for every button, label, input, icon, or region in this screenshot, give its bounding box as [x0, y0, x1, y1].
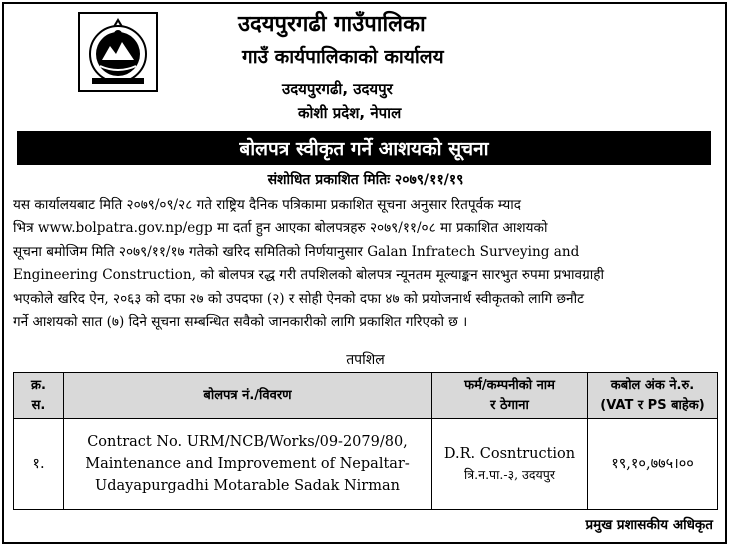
cell-firm: D.R. Cosntruction त्रि.न.पा.-३, उदयपुर	[432, 419, 588, 510]
notice-body-line: यस कार्यालयबाट मिति २०७९/०९/२८ गते राष्ट्रिय दैनिक पत्रिकामा प्रकाशित सूचना अनुसार रितपूर्वक म्याद	[13, 197, 521, 213]
bid-details-table	[13, 372, 718, 510]
table-row	[14, 419, 718, 510]
notice-body-line: गर्ने आशयको सात (७) दिने सूचना सम्बन्धित सवैको जानकारीको लागि प्रकाशित गरिएको छ ।	[13, 314, 468, 331]
column-header-description: बोलपत्र नं./विवरण	[64, 373, 432, 419]
notice-title-banner	[17, 131, 711, 165]
nepal-government-emblem-icon	[78, 12, 158, 92]
cell-amount: १९,१०,७७५।००	[588, 419, 718, 510]
details-heading: तपशिल	[346, 352, 385, 368]
notice-body	[13, 194, 717, 334]
notice-title: बोलपत्र स्वीकृत गर्ने आशयको सूचना	[239, 138, 489, 160]
firm-address: त्रि.न.पा.-३, उदयपुर	[464, 467, 555, 482]
office-province: कोशी प्रदेश, नेपाल	[298, 104, 402, 122]
column-header-firm: फर्म/कम्पनीको नाम र ठेगाना	[432, 373, 588, 419]
cell-description: Contract No. URM/NCB/Works/09-2079/80, Maintenance and Improvement of Nepaltar- Udayapurgadhi Motarable Sadak Nirman	[64, 419, 432, 510]
cell-sn: १.	[14, 419, 64, 510]
office-name: गाउँ कार्यपालिकाको कार्यालय	[242, 46, 444, 68]
column-header-sn: क्र. स.	[14, 373, 64, 419]
notice-body-line: भित्र www.bolpatra.gov.np/egp मा दर्ता हुन आएका बोलपत्रहरु २०७९/११/०८ मा प्रकाशित आशयको	[13, 220, 548, 237]
table-header-row	[14, 373, 718, 419]
municipality-name: उदयपुरगढी गाउँपालिका	[238, 12, 426, 37]
office-address: उदयपुरगढी, उदयपुर	[282, 80, 393, 98]
signatory-title: प्रमुख प्रशासकीय अधिकृत	[585, 517, 713, 533]
column-header-amount: कबोल अंक ने.रु. (VAT र PS बाहेक)	[588, 373, 718, 419]
notice-body-line: Engineering Construction, को बोलपत्र रद्ध गरी तपशिलको बोलपत्र न्यूनतम मूल्याङ्कन सारभुत रुपमा प्रभावग्राही	[13, 267, 605, 284]
notice-body-line: सूचना बमोजिम मिति २०७९/११/१७ गतेको खरिद समितिको निर्णयानुसार Galan Infratech Surveying and	[13, 243, 580, 260]
notice-body-line: भएकोले खरिद ऐन, २०६३ को दफा २७ को उपदफा (२) र सोही ऐनको दफा ४७ को प्रयोजनार्थ स्वीकृतको लागि छनौट	[13, 290, 584, 307]
revised-publish-date: संशोधित प्रकाशित मितिः २०७९/११/१९	[267, 172, 464, 188]
